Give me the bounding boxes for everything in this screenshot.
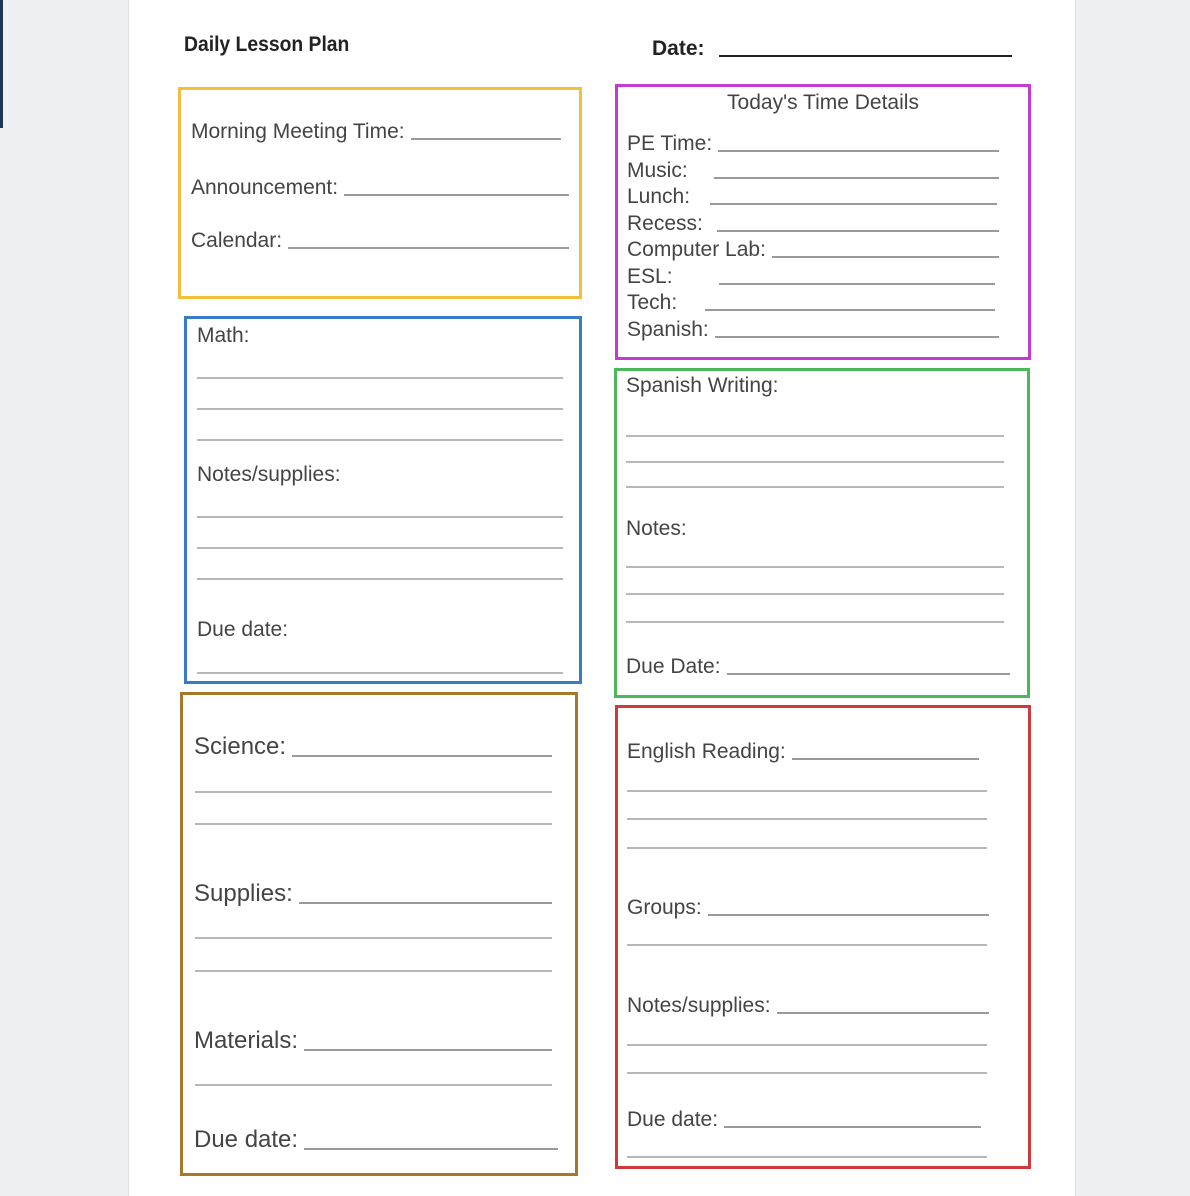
time-item-label: Spanish: <box>627 318 709 341</box>
materials-label: Materials: <box>194 1027 299 1054</box>
spanish-notes-line <box>626 621 1004 623</box>
time-item-label: Recess: <box>627 212 703 235</box>
spanish-line <box>626 486 1004 488</box>
spanish-writing-label: Spanish Writing: <box>626 374 779 397</box>
math-line <box>197 377 563 379</box>
window-edge-accent <box>0 0 3 128</box>
english-line <box>627 790 987 792</box>
math-due-label: Due date: <box>197 618 289 641</box>
math-line <box>197 408 563 410</box>
time-item-label: Tech: <box>627 291 678 314</box>
supplies-field <box>194 880 552 908</box>
groups-field <box>627 896 989 920</box>
calendar-field <box>191 229 569 253</box>
time-item-label: Music: <box>627 159 688 182</box>
spanish-notes-label: Notes: <box>626 517 687 540</box>
materials-field <box>194 1027 552 1055</box>
time-item-row <box>627 132 999 156</box>
time-item-label: ESL: <box>627 265 673 288</box>
morning-meeting-label: Morning Meeting Time: <box>191 120 405 143</box>
english-notes-label: Notes/supplies: <box>627 994 771 1017</box>
time-item-row <box>627 185 997 209</box>
math-notes-line <box>197 578 563 580</box>
date-label: Date: <box>652 37 705 60</box>
time-item-row <box>627 291 995 315</box>
science-line <box>195 823 552 825</box>
time-item-label: PE Time: <box>627 132 713 155</box>
time-item-row <box>627 238 999 262</box>
groups-line <box>627 944 987 946</box>
spanish-line <box>626 435 1004 437</box>
math-notes-line <box>197 516 563 518</box>
date-line <box>719 55 1012 57</box>
calendar-label: Calendar: <box>191 229 283 252</box>
english-notes-line <box>627 1044 987 1046</box>
math-label: Math: <box>197 324 250 347</box>
math-due-line <box>197 672 563 674</box>
science-line <box>195 791 552 793</box>
english-box <box>615 705 1031 1169</box>
english-line <box>627 818 987 820</box>
announcement-field <box>191 176 569 200</box>
science-field <box>194 733 552 761</box>
time-item-row <box>627 212 999 236</box>
supplies-line <box>195 937 552 939</box>
english-reading-field <box>627 740 979 764</box>
english-notes-field <box>627 994 989 1018</box>
announcement-label: Announcement: <box>191 176 339 199</box>
english-due-field <box>627 1108 981 1132</box>
math-notes-label: Notes/supplies: <box>197 463 341 486</box>
science-label: Science: <box>194 733 287 760</box>
time-item-label: Computer Lab: <box>627 238 766 261</box>
time-details-title: Today's Time Details <box>727 91 919 114</box>
science-box <box>180 692 578 1176</box>
english-notes-line <box>627 1072 987 1074</box>
math-notes-line <box>197 547 563 549</box>
time-item-row <box>627 318 999 342</box>
english-line <box>627 847 987 849</box>
english-due-label: Due date: <box>627 1108 719 1131</box>
supplies-line <box>195 970 552 972</box>
spanish-due-label: Due Date: <box>626 655 721 678</box>
time-item-row <box>627 265 995 289</box>
spanish-notes-line <box>626 593 1004 595</box>
spanish-line <box>626 461 1004 463</box>
supplies-label: Supplies: <box>194 880 293 907</box>
time-item-row <box>627 159 999 183</box>
english-due-line <box>627 1156 987 1158</box>
math-line <box>197 439 563 441</box>
groups-label: Groups: <box>627 896 702 919</box>
spanish-due-field <box>626 655 1010 679</box>
time-item-label: Lunch: <box>627 185 691 208</box>
materials-line <box>195 1084 552 1086</box>
page-title: Daily Lesson Plan <box>184 33 350 56</box>
science-due-label: Due date: <box>194 1126 299 1153</box>
morning-meeting-field <box>191 120 561 144</box>
date-field <box>652 33 1012 61</box>
science-due-field <box>194 1126 558 1154</box>
english-reading-label: English Reading: <box>627 740 786 763</box>
spanish-notes-line <box>626 566 1004 568</box>
